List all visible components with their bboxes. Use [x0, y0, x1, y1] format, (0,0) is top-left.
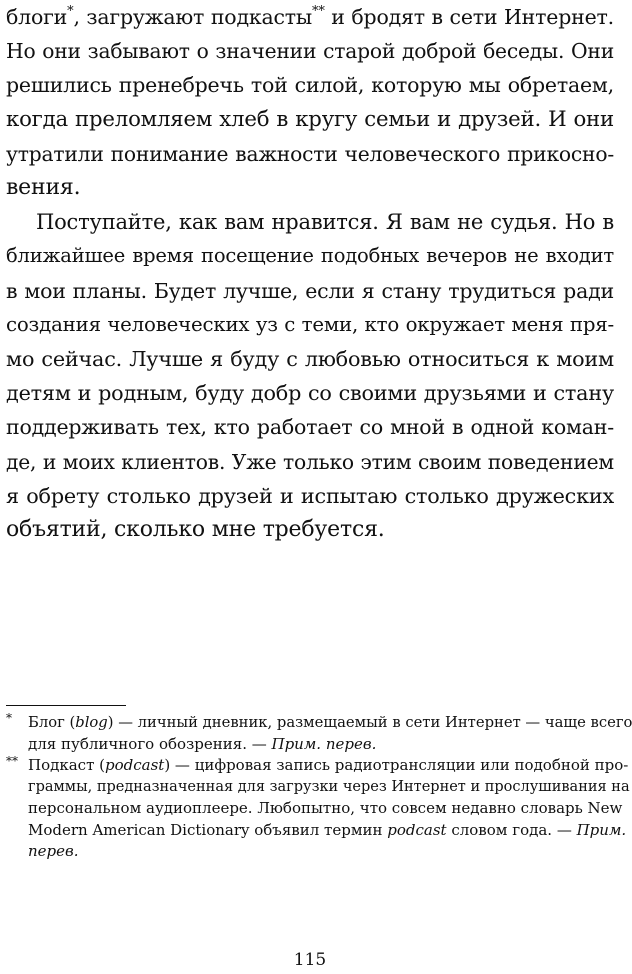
footnote-ref-1: *	[67, 4, 74, 19]
text-line: в мои планы. Будет лучше, если я стану трудиться ради	[6, 278, 614, 303]
footnote-line: Modern American Dictionary объявил термин podcast словом года. — Прим.	[28, 820, 627, 839]
footnote-mark: *	[6, 711, 12, 725]
footnote-line: персональном аудиоплеере. Любопытно, что совсем недавно словарь New	[28, 799, 623, 817]
text-line: поддерживать тех, кто работает со мной в одной коман-	[6, 415, 614, 440]
text-line: ближайшее время посещение подобных вечеров не входит	[6, 244, 614, 268]
text-line: мо сейчас. Лучше я буду с любовью относиться к моим	[6, 347, 614, 372]
page-number: 115	[293, 950, 327, 970]
text-line: де, и моих клиентов. Уже только этим своим поведением	[6, 449, 614, 474]
paragraph-1	[6, 0, 614, 205]
paragraph-2	[6, 205, 614, 547]
footnote-divider	[6, 705, 126, 706]
text-line: блоги*, загружают подкасты** и бродят в сети Интернет.	[6, 4, 614, 29]
footnotes	[6, 711, 632, 863]
footnote-line: Блог (blog) — личный дневник, размещаемый в сети Интернет — чаще всего	[28, 714, 632, 731]
text-line: когда преломляем хлеб в кругу семьи и друзей. И они	[6, 106, 614, 132]
footnote-2	[6, 754, 630, 863]
text-line: решились пренебречь той силой, которую мы обретаем,	[6, 73, 614, 98]
footnote-mark: **	[6, 754, 18, 768]
footnote-line: граммы, предназначенная для загрузки через Интернет и прослушивания на	[28, 778, 630, 795]
text-line: утратили понимание важности человеческого прикосно-	[6, 141, 614, 166]
text-line: Поступайте, как вам нравится. Я вам не судья. Но в	[36, 210, 614, 235]
footnote-line: для публичного обозрения. — Прим. перев.	[28, 734, 377, 753]
main-text	[6, 0, 614, 547]
text-line: вения.	[6, 175, 81, 201]
footnote-line: перев.	[28, 842, 79, 860]
text-line: создания человеческих уз с теми, кто окружает меня пря-	[6, 312, 614, 336]
footnote-ref-2: **	[312, 4, 325, 19]
text-line: детям и родным, буду добр со своими друзьями и стану	[6, 381, 614, 406]
text-line: объятий, сколько мне требуется.	[6, 517, 385, 543]
footnote-line: Подкаст (podcast) — цифровая запись радиотрансляции или подобной про-	[28, 756, 629, 774]
text-line: я обрету столько друзей и испытаю столько дружеских	[6, 483, 614, 508]
text-line: Но они забывают о значении старой доброй беседы. Они	[6, 39, 614, 64]
footnote-1	[6, 711, 632, 755]
